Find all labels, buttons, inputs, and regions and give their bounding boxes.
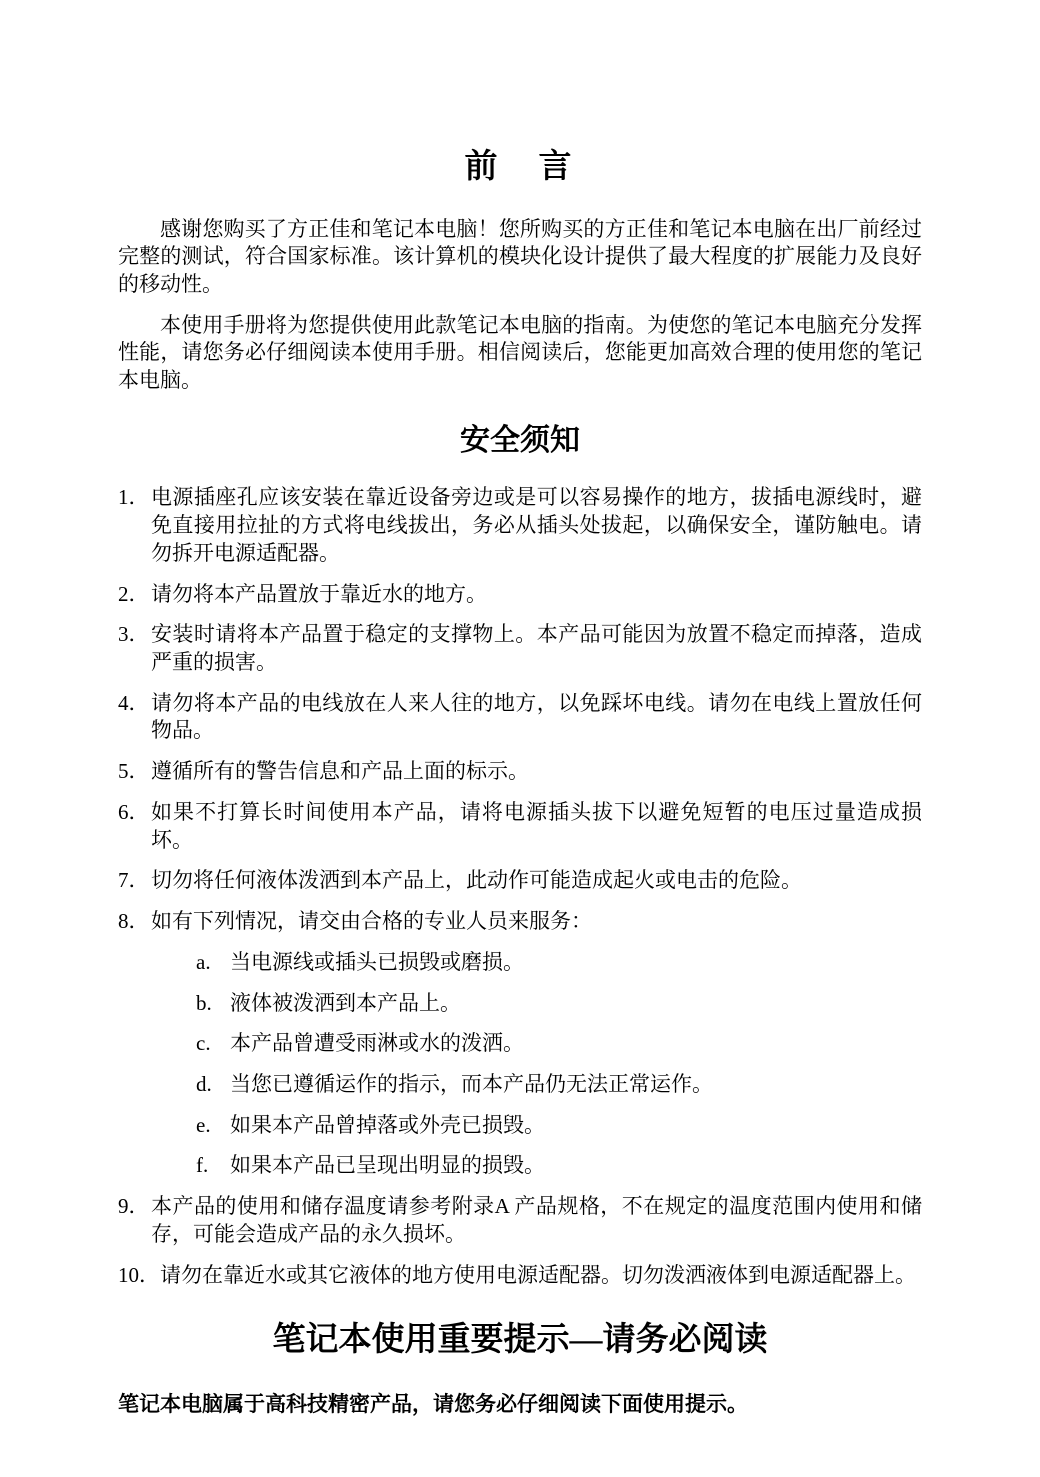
list-item — [118, 484, 922, 567]
sublist-item-letter: b. — [196, 990, 212, 1015]
list-item-text: 请勿将本产品置放于靠近水的地方。 — [151, 581, 487, 606]
sublist-item-letter: a. — [196, 949, 211, 974]
sublist-item-text: 如果本产品已呈现出明显的损毁。 — [230, 1153, 545, 1178]
sublist-item — [196, 1152, 922, 1180]
list-item — [118, 908, 922, 936]
list-item — [118, 581, 922, 609]
safety-list — [118, 484, 922, 1289]
sublist-item-letter: d. — [196, 1071, 212, 1096]
sublist-item — [196, 1030, 922, 1058]
sublist-item-letter: e. — [196, 1112, 211, 1137]
sublist-item-letter: c. — [196, 1031, 211, 1056]
list-item-text: 切勿将任何液体泼洒到本产品上，此动作可能造成起火或电击的危险。 — [151, 868, 802, 893]
list-item-text: 如果不打算长时间使用本产品，请将电源插头拔下以避免短暂的电压过量造成损坏。 — [151, 799, 922, 852]
list-item-number: 2． — [118, 581, 150, 606]
list-item — [118, 621, 922, 676]
list-item — [118, 867, 922, 895]
list-item-text: 安装时请将本产品置于稳定的支撑物上。本产品可能因为放置不稳定而掉落，造成严重的损害。 — [151, 622, 922, 675]
list-item-number: 10． — [118, 1262, 160, 1287]
preface-paragraph: 感谢您购买了方正佳和笔记本电脑！您所购买的方正佳和笔记本电脑在出厂前经过完整的测试，符合国家标准。该计算机的模块化设计提供了最大程度的扩展能力及良好的移动性。 — [118, 216, 922, 296]
list-item-text: 本产品的使用和储存温度请参考附录A 产品规格，不在规定的温度范围内使用和储存，可能会造成产品的永久损坏。 — [151, 1194, 922, 1246]
sublist-item-text: 如果本产品曾掉落或外壳已损毁。 — [230, 1112, 545, 1137]
sublist-item-text: 液体被泼洒到本产品上。 — [230, 990, 461, 1015]
sublist-item-text: 当电源线或插头已损毁或磨损。 — [230, 949, 524, 974]
sublist-item — [196, 990, 922, 1018]
list-item — [118, 758, 922, 786]
sublist-item — [196, 1071, 922, 1099]
list-item-number: 8． — [118, 909, 150, 934]
list-item-text: 如有下列情况，请交由合格的专业人员来服务： — [151, 909, 592, 934]
list-item-number: 4． — [118, 690, 150, 715]
list-item-number: 3． — [118, 622, 150, 647]
list-item-text: 电源插座孔应该安装在靠近设备旁边或是可以容易操作的地方，拔插电源线时，避免直接用拉扯的方式将电线拔出，务必从插头处拔起，以确保安全，谨防触电。请勿拆开电源适配器。 — [151, 485, 922, 565]
list-item-text: 请勿在靠近水或其它液体的地方使用电源适配器。切勿泼洒液体到电源适配器上。 — [160, 1262, 916, 1287]
notes-lead-text: 笔记本电脑属于高科技精密产品，请您务必仔细阅读下面使用提示。 — [118, 1392, 748, 1416]
list-item — [118, 1262, 922, 1290]
list-item-number: 9． — [118, 1194, 150, 1219]
sublist-item-text: 当您已遵循运作的指示，而本产品仍无法正常运作。 — [230, 1071, 713, 1096]
list-item — [118, 1193, 922, 1248]
safety-sublist — [118, 949, 922, 1180]
sublist-item-letter: f. — [196, 1153, 209, 1178]
sublist-item-text: 本产品曾遭受雨淋或水的泼洒。 — [230, 1031, 524, 1056]
sublist-item — [196, 1112, 922, 1140]
list-item — [118, 799, 922, 854]
safety-section-title: 安全须知 — [460, 423, 580, 457]
preface-paragraph: 本使用手册将为您提供使用此款笔记本电脑的指南。为使您的笔记本电脑充分发挥性能，请您务必仔细阅读本使用手册。相信阅读后，您能更加高效合理的使用您的笔记本电脑。 — [118, 312, 922, 393]
notes-section-title: 笔记本使用重要提示—请务必阅读 — [272, 1322, 768, 1359]
list-item-number: 7． — [118, 868, 150, 893]
list-item — [118, 690, 922, 745]
list-item-text: 遵循所有的警告信息和产品上面的标示。 — [151, 759, 529, 784]
list-item-text: 请勿将本产品的电线放在人来人往的地方，以免踩坏电线。请勿在电线上置放任何物品。 — [151, 690, 922, 743]
list-item-number: 5． — [118, 759, 150, 784]
list-item-number: 6． — [118, 799, 150, 824]
list-item-number: 1． — [118, 485, 150, 510]
sublist-item — [196, 949, 922, 977]
preface-title: 前 言 — [464, 149, 576, 185]
